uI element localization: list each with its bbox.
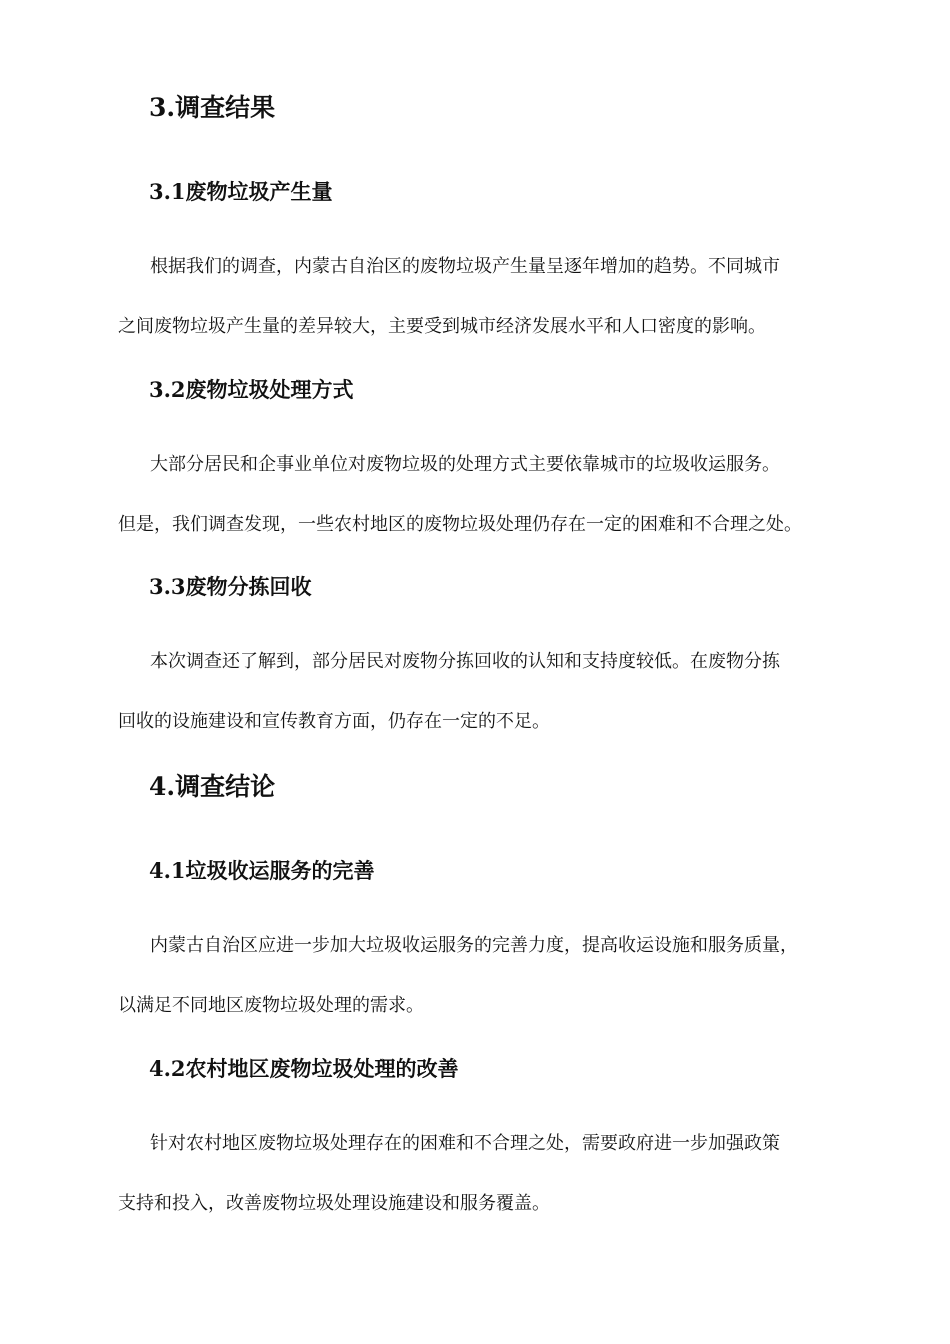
paragraph-line: 针对农村地区废物垃圾处理存在的困难和不合理之处，需要政府进一步加强政策 (150, 1133, 780, 1154)
subsection-heading-rural-improvement: 4.2农村地区废物垃圾处理的改善 (149, 1056, 459, 1081)
paragraph-rural-improvement (118, 1114, 838, 1234)
subsection-heading-waste-generation: 3.1废物垃圾产生量 (149, 179, 333, 204)
paragraph-waste-generation (118, 237, 838, 357)
paragraph-line: 根据我们的调查，内蒙古自治区的废物垃圾产生量呈逐年增加的趋势。不同城市 (150, 256, 780, 277)
paragraph-line: 回收的设施建设和宣传教育方面，仍存在一定的不足。 (118, 711, 550, 732)
paragraph-line: 内蒙古自治区应进一步加大垃圾收运服务的完善力度，提高收运设施和服务质量， (150, 935, 798, 956)
paragraph-line: 但是，我们调查发现，一些农村地区的废物垃圾处理仍存在一定的困难和不合理之处。 (118, 514, 802, 535)
section-heading-conclusions: 4.调查结论 (149, 772, 276, 801)
paragraph-line: 支持和投入，改善废物垃圾处理设施建设和服务覆盖。 (118, 1193, 550, 1214)
paragraph-line: 大部分居民和企事业单位对废物垃圾的处理方式主要依靠城市的垃圾收运服务。 (150, 454, 780, 475)
section-heading-results: 3.调查结果 (149, 93, 276, 122)
paragraph-sorting-recycling (118, 632, 838, 752)
paragraph-line: 本次调查还了解到，部分居民对废物分拣回收的认知和支持度较低。在废物分拣 (150, 651, 780, 672)
paragraph-line: 之间废物垃圾产生量的差异较大，主要受到城市经济发展水平和人口密度的影响。 (118, 316, 766, 337)
paragraph-collection-service (118, 916, 838, 1036)
subsection-heading-collection-service: 4.1垃圾收运服务的完善 (149, 858, 375, 883)
paragraph-line: 以满足不同地区废物垃圾处理的需求。 (118, 995, 424, 1016)
subsection-heading-sorting-recycling: 3.3废物分拣回收 (149, 574, 312, 599)
subsection-heading-disposal-method: 3.2废物垃圾处理方式 (149, 377, 354, 402)
paragraph-disposal-method (118, 435, 838, 555)
